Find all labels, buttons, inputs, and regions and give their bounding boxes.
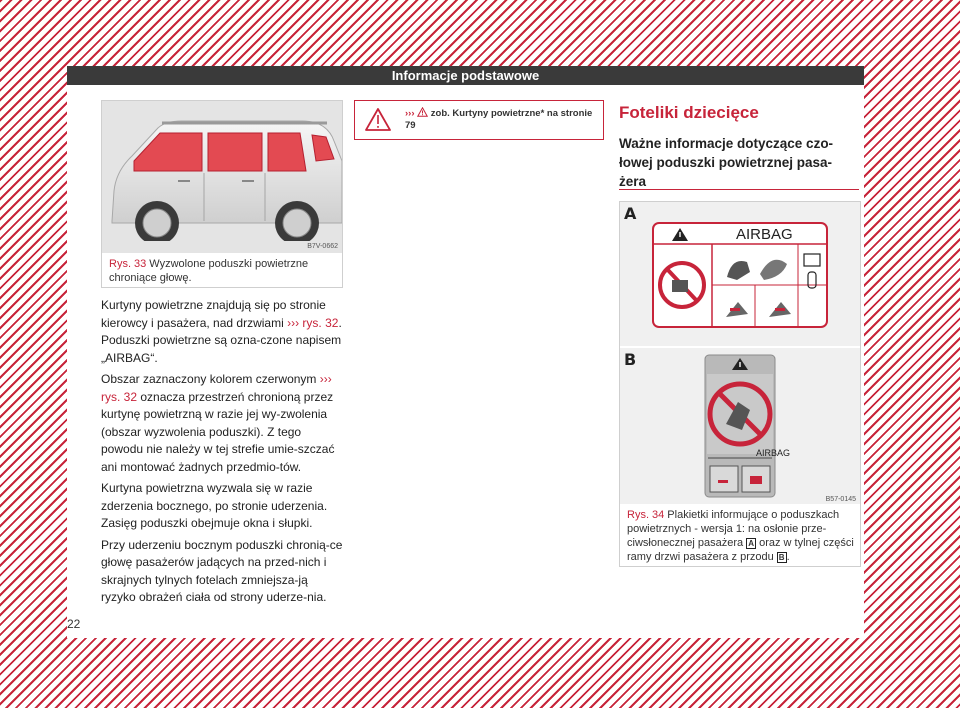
subsection-divider [619, 189, 859, 190]
panel-b-label: B [624, 350, 637, 369]
figure-number: Rys. 33 [109, 258, 147, 270]
figure-number: Rys. 34 [627, 509, 665, 521]
figure-caption [109, 257, 335, 285]
body-text-left [101, 297, 343, 611]
car-airbag-illustration [102, 101, 342, 253]
figure-caption-text: Plakietki informujące o poduszkach powietrznych - wersja 1: na osłonie prze-ciwsłonecznej pasażera [627, 509, 840, 549]
figure-code: B57-0145 [825, 496, 856, 503]
manual-page [67, 66, 864, 638]
paragraph [101, 297, 343, 367]
warning-triangle-small-icon [417, 108, 431, 119]
paragraph: Kurtyna powietrzna wyzwala się w razie zderzenia bocznego, po stronie uderzenia. Zasięg poduszki obejmuje okna i słupki. [101, 481, 328, 530]
airbag-label-text: AIRBAG [736, 226, 793, 243]
text: Obszar zaznaczony kolorem czerwonym [101, 372, 317, 386]
warning-box [354, 100, 604, 140]
badge-a: A [748, 539, 755, 548]
badge-b: B [778, 553, 785, 562]
panel-b [620, 348, 860, 504]
figure-reference-link[interactable]: ››› rys. 32 [287, 315, 339, 330]
figure-reference-link[interactable]: ››› rys. 32 [101, 372, 332, 404]
panel-a-label: A [624, 204, 637, 223]
figure-code: B7V-0662 [307, 243, 338, 250]
warning-reference-link[interactable]: zob. Kurtyny powietrzne* na stronie 79 [405, 108, 593, 131]
airbag-label-text-b: AIRBAG [756, 448, 791, 458]
figure-caption-text: Wyzwolone poduszki powietrzne chroniące głowę. [109, 258, 309, 284]
figure-caption-text: oraz w tylnej części ramy drzwi pasażera z przodu [627, 537, 854, 563]
text: Kurtyny powietrzne znajdują się po stronie kierowcy i pasażera, nad drzwiami [101, 298, 326, 330]
figure-34 [619, 201, 861, 567]
text: oznacza przestrzeń chronioną przez kurtynę powietrzną w razie jej wy-zwolenia (obszar wyzwolenia poduszki). Z tego powodu nie należy w tej strefie umie-szczać ani montować żadnych przedmio-tów. [101, 389, 335, 474]
airbag-door-frame-label-illustration [704, 354, 776, 498]
warning-text [405, 107, 597, 132]
paragraph [101, 371, 343, 476]
warning-icon [355, 101, 401, 139]
text: . Poduszki powietrzne są ozna-czone napisem „AIRBAG“. [101, 315, 342, 365]
page-number: 22 [67, 617, 81, 631]
section-title: Foteliki dziecięce [619, 103, 759, 122]
reference-arrows: ››› [405, 108, 415, 119]
figure-33 [101, 100, 343, 288]
figure-caption [627, 508, 855, 564]
text: . [786, 551, 790, 563]
page-header: Informacje podstawowe [67, 66, 864, 85]
subsection-title: Ważne informacje dotyczące czo-łowej poduszki powietrznej pasa-żera [619, 136, 834, 189]
panel-a [620, 202, 860, 346]
paragraph: Przy uderzeniu bocznym poduszki chronią-ce głowę pasażerów jadących na przed-nich i skrajnych tylnych fotelach zmniejsza-ją ryzyko obrażeń ciała od strony uderze-nia. [101, 537, 343, 604]
